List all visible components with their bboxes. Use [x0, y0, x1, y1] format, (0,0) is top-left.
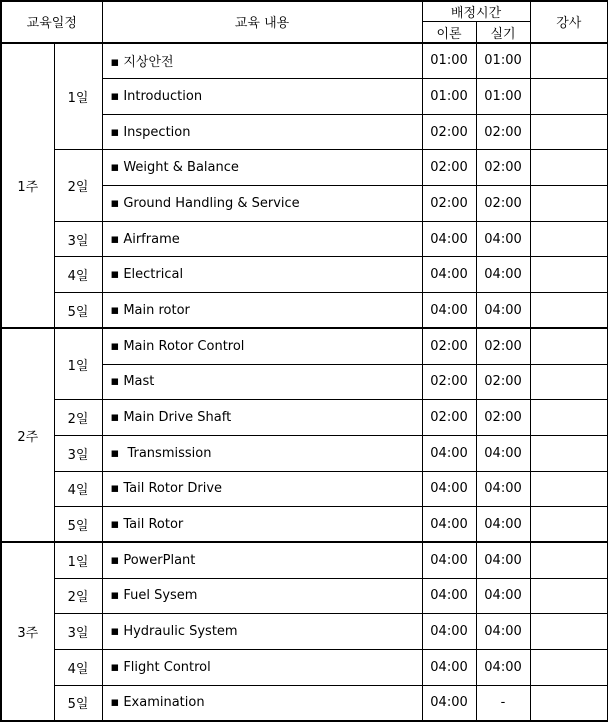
practice-hours: 04:00 [476, 435, 530, 471]
day-label: 3일 [54, 614, 102, 650]
course-topic-text: Tail Rotor [123, 516, 184, 532]
course-topic [102, 328, 422, 364]
table-row [1, 578, 608, 614]
day-label: 1일 [54, 542, 102, 578]
bullet-icon: ▪ [110, 195, 120, 211]
course-topic [102, 43, 422, 79]
theory-hours: 04:00 [422, 507, 476, 543]
theory-hours: 04:00 [422, 542, 476, 578]
practice-hours: 01:00 [476, 79, 530, 115]
course-topic [102, 435, 422, 471]
day-label: 5일 [54, 507, 102, 543]
course-topic-text: Fuel Sysem [123, 588, 198, 604]
header-content: 교육 내용 [102, 1, 422, 43]
course-topic [102, 114, 422, 150]
day-label: 2일 [54, 150, 102, 221]
bullet-icon: ▪ [110, 267, 120, 283]
header-instructor: 강사 [530, 1, 608, 43]
instructor-cell [530, 114, 608, 150]
course-topic-text: Introduction [123, 88, 203, 104]
theory-hours: 04:00 [422, 650, 476, 686]
course-topic [102, 471, 422, 507]
course-topic-text: Mast [123, 374, 155, 390]
week-label: 1주 [1, 43, 54, 329]
course-topic-text: 지상안전 [123, 55, 174, 71]
bullet-icon: ▪ [110, 302, 120, 318]
day-label: 1일 [54, 328, 102, 399]
header-allotted-time: 배정시간 [422, 1, 530, 22]
bullet-icon: ▪ [110, 445, 120, 461]
table-row [1, 614, 608, 650]
theory-hours: 04:00 [422, 435, 476, 471]
instructor-cell [530, 43, 608, 79]
course-topic-text: Transmission [123, 445, 212, 461]
bullet-icon: ▪ [110, 516, 120, 532]
theory-hours: 02:00 [422, 114, 476, 150]
bullet-icon: ▪ [110, 374, 120, 390]
theory-hours: 04:00 [422, 221, 476, 257]
course-topic [102, 150, 422, 186]
practice-hours: 01:00 [476, 43, 530, 79]
table-row [1, 685, 608, 721]
course-topic-text: Main Drive Shaft [123, 410, 232, 426]
bullet-icon: ▪ [110, 410, 120, 426]
theory-hours: 04:00 [422, 293, 476, 329]
theory-hours: 02:00 [422, 150, 476, 186]
course-topic-text: Inspection [123, 124, 191, 140]
course-topic [102, 293, 422, 329]
bullet-icon: ▪ [110, 124, 120, 140]
instructor-cell [530, 614, 608, 650]
table-row [1, 221, 608, 257]
bullet-icon: ▪ [110, 695, 120, 711]
day-label: 4일 [54, 471, 102, 507]
practice-hours: 02:00 [476, 186, 530, 222]
course-topic [102, 400, 422, 436]
day-label: 5일 [54, 685, 102, 721]
practice-hours: 02:00 [476, 328, 530, 364]
theory-hours: 04:00 [422, 471, 476, 507]
theory-hours: 02:00 [422, 364, 476, 400]
practice-hours: - [476, 685, 530, 721]
table-row [1, 328, 608, 364]
instructor-cell [530, 507, 608, 543]
table-row [1, 150, 608, 186]
course-topic [102, 186, 422, 222]
course-topic [102, 685, 422, 721]
course-topic [102, 542, 422, 578]
instructor-cell [530, 578, 608, 614]
header-practice: 실기 [476, 22, 530, 43]
theory-hours: 02:00 [422, 400, 476, 436]
instructor-cell [530, 685, 608, 721]
instructor-cell [530, 471, 608, 507]
practice-hours: 04:00 [476, 471, 530, 507]
course-topic-text: Main Rotor Control [123, 338, 245, 354]
course-topic [102, 79, 422, 115]
table-row [1, 293, 608, 329]
instructor-cell [530, 257, 608, 293]
theory-hours: 04:00 [422, 685, 476, 721]
day-label: 5일 [54, 293, 102, 329]
header-theory: 이론 [422, 22, 476, 43]
course-topic-text: Weight & Balance [123, 160, 239, 176]
course-topic-text: Examination [123, 695, 205, 711]
practice-hours: 02:00 [476, 114, 530, 150]
bullet-icon: ▪ [110, 338, 120, 354]
practice-hours: 04:00 [476, 614, 530, 650]
table-row [1, 650, 608, 686]
practice-hours: 04:00 [476, 542, 530, 578]
instructor-cell [530, 542, 608, 578]
course-topic-text: Tail Rotor Drive [123, 481, 223, 497]
theory-hours: 04:00 [422, 578, 476, 614]
week-label: 2주 [1, 328, 54, 542]
practice-hours: 04:00 [476, 221, 530, 257]
bullet-icon: ▪ [110, 659, 120, 675]
bullet-icon: ▪ [110, 624, 120, 640]
course-topic [102, 257, 422, 293]
instructor-cell [530, 400, 608, 436]
table-row [1, 471, 608, 507]
table-row [1, 43, 608, 79]
theory-hours: 04:00 [422, 614, 476, 650]
day-label: 3일 [54, 221, 102, 257]
day-label: 1일 [54, 43, 102, 150]
bullet-icon: ▪ [110, 588, 120, 604]
table-row [1, 542, 608, 578]
table-row [1, 400, 608, 436]
instructor-cell [530, 221, 608, 257]
header-row-1 [1, 1, 608, 22]
bullet-icon: ▪ [110, 481, 120, 497]
table-row [1, 507, 608, 543]
day-label: 4일 [54, 257, 102, 293]
day-label: 3일 [54, 435, 102, 471]
day-label: 2일 [54, 400, 102, 436]
instructor-cell [530, 364, 608, 400]
instructor-cell [530, 435, 608, 471]
theory-hours: 04:00 [422, 257, 476, 293]
practice-hours: 04:00 [476, 257, 530, 293]
day-label: 2일 [54, 578, 102, 614]
instructor-cell [530, 79, 608, 115]
table-row [1, 257, 608, 293]
bullet-icon: ▪ [110, 88, 120, 104]
theory-hours: 02:00 [422, 328, 476, 364]
practice-hours: 04:00 [476, 293, 530, 329]
header-schedule: 교육일정 [1, 1, 102, 43]
course-topic-text: PowerPlant [123, 553, 196, 569]
day-label: 4일 [54, 650, 102, 686]
theory-hours: 02:00 [422, 186, 476, 222]
practice-hours: 04:00 [476, 507, 530, 543]
bullet-icon: ▪ [110, 55, 120, 71]
practice-hours: 04:00 [476, 650, 530, 686]
course-topic-text: Main rotor [123, 302, 190, 318]
course-topic-text: Hydraulic System [123, 624, 238, 640]
practice-hours: 04:00 [476, 578, 530, 614]
course-topic-text: Ground Handling & Service [123, 195, 300, 211]
course-topic-text: Airframe [123, 231, 180, 247]
course-topic [102, 650, 422, 686]
theory-hours: 01:00 [422, 79, 476, 115]
course-topic [102, 614, 422, 650]
instructor-cell [530, 650, 608, 686]
course-topic-text: Flight Control [123, 659, 211, 675]
course-topic-text: Electrical [123, 267, 184, 283]
instructor-cell [530, 293, 608, 329]
practice-hours: 02:00 [476, 364, 530, 400]
course-topic [102, 578, 422, 614]
table-row [1, 435, 608, 471]
week-label: 3주 [1, 542, 54, 721]
theory-hours: 01:00 [422, 43, 476, 79]
course-topic [102, 364, 422, 400]
instructor-cell [530, 328, 608, 364]
instructor-cell [530, 186, 608, 222]
course-topic [102, 221, 422, 257]
instructor-cell [530, 150, 608, 186]
practice-hours: 02:00 [476, 150, 530, 186]
course-topic [102, 507, 422, 543]
practice-hours: 02:00 [476, 400, 530, 436]
bullet-icon: ▪ [110, 553, 120, 569]
bullet-icon: ▪ [110, 231, 120, 247]
bullet-icon: ▪ [110, 160, 120, 176]
